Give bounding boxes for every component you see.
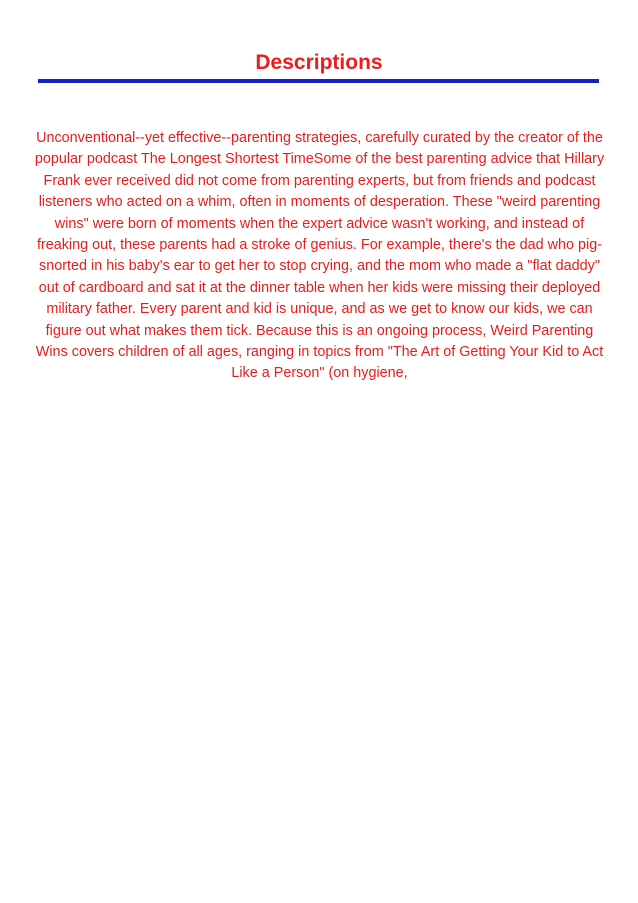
title-underline-divider: [38, 79, 599, 83]
description-paragraph: Unconventional--yet effective--parenting strategies, carefully curated by the creator of the popular podcast The Longest Shortest TimeSome of the best parenting advice that Hillary Frank ever received did not come from parenting experts, but from friends and podcast listeners who acted on a whim, often in moments of desperation. These "weird parenting wins" were born of moments when the expert advice wasn't working, and instead of freaking out, these parents had a stroke of genius. For example, there's the dad who pig-snorted in his baby's ear to get her to stop crying, and the mom who made a "flat daddy" out of cardboard and sat it at the dinner table when her kids were missing their deployed military father. Every parent and kid is unique, and as we get to know our kids, we can figure out what makes them tick. Because this is an ongoing process, Weird Parenting Wins covers children of all ages, ranging in topics from "The Art of Getting Your Kid to Act Like a Person" (on hygiene,: [34, 130, 605, 382]
page-title: Descriptions: [255, 51, 383, 74]
